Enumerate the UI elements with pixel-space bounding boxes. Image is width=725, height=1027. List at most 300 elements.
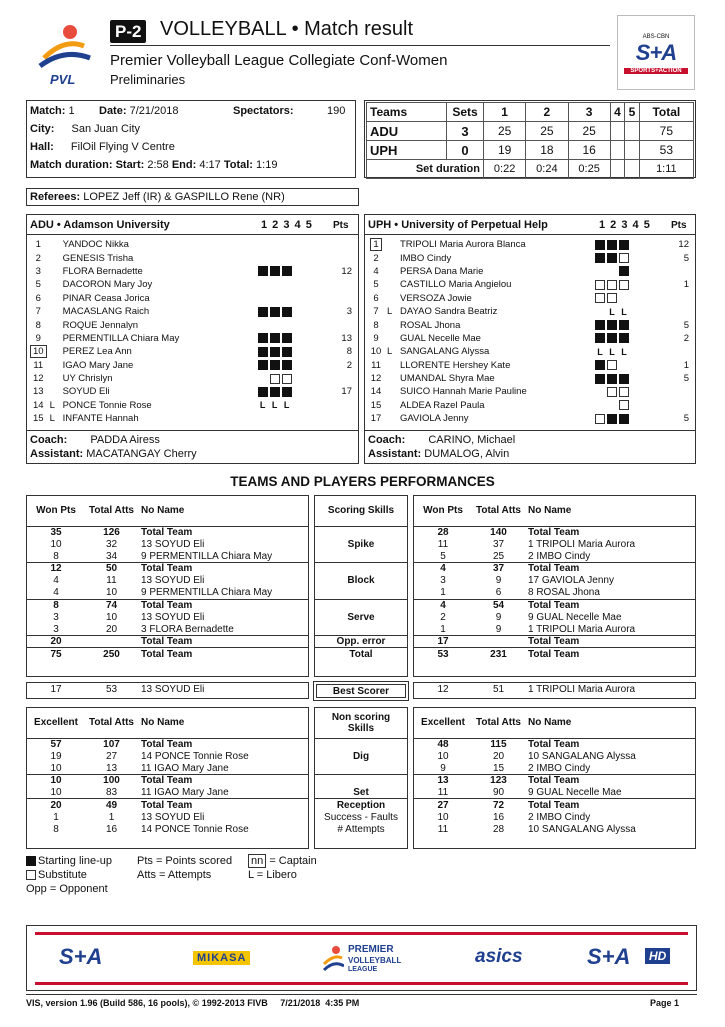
player-sets [587,265,657,278]
skill-cell [315,738,407,750]
perf-cell: 35 [50,526,62,538]
player-number [365,305,387,318]
perf-cell: 13 SOYUD Eli [141,611,205,623]
player-number-text: 10 [370,346,382,358]
skill-cell: Spike [347,538,375,550]
libero-flag [387,372,397,385]
perf-cell: 9 GUAL Necelle Mae [528,787,622,799]
skill-cell [315,563,407,575]
player-number [27,305,50,318]
coach-name: PADDA Airess [90,434,160,446]
player-sets [250,265,320,278]
player-row [27,372,358,385]
player-number-text: 2 [35,252,41,264]
perf-cell: Total Team [138,648,308,660]
starting-square-icon [270,387,280,397]
team-a-coach [30,434,160,446]
libero-flag [50,318,60,331]
team-b-name: UPH • University of Perpetual Help [368,219,548,231]
starting-square-icon [258,360,268,370]
player-name: UY Chrislyn [62,373,113,385]
player-number-text: 4 [373,265,379,277]
team-a-name: ADU • Adamson University [30,219,170,231]
player-points [657,292,695,305]
perf-row [27,750,308,762]
perf-center-row [315,611,407,623]
perf-row [414,775,695,787]
spectators-count: 190 [327,105,346,117]
player-number-text: 7 [35,306,41,318]
player-sets [587,292,657,305]
hall-row [30,141,175,153]
perf-cell: Total Team [525,775,695,787]
perf-cell: 72 [472,799,525,811]
skill-cell: Opp. error [315,636,407,648]
city-row [30,123,140,135]
captain-box-icon: nn [248,854,266,868]
player-row [365,251,695,264]
perf-cell: Total Team [138,563,308,575]
libero-mark-icon: L [609,346,615,357]
player-number-text: 7 [373,306,379,318]
phase-name: Preliminaries [110,72,186,87]
total-time: 1:19 [256,159,278,171]
set-duration: 0:22 [484,160,526,179]
perf-cell: 53 [414,648,472,660]
player-points: 12 [678,239,689,251]
set-duration-total: 1:11 [639,160,693,179]
perf-center-row [315,787,407,799]
perf-cell: 25 [492,550,505,562]
player-row [365,292,695,305]
player-number [27,385,50,398]
libero-flag: L [49,399,55,411]
player-sets [250,359,320,372]
assistant-label: Assistant: [368,448,422,460]
perf-cell: 17 GAVIOLA Jenny [528,575,614,587]
player-number [27,292,50,305]
legend-captain [248,855,317,867]
starting-square-icon [282,360,292,370]
perf-row [414,823,695,835]
starting-square-icon [607,374,617,384]
substitute-square-icon [607,280,617,290]
perf-cell: 74 [85,599,138,611]
score-row-away [367,141,694,160]
set-score: 18 [526,141,568,160]
perf-row [414,550,695,562]
player-sets [250,345,320,358]
perf-cell: Total Team [138,636,308,648]
player-sets [250,251,320,264]
player-row [27,265,358,278]
skill-cell: Reception [315,799,407,811]
player-number-text: 11 [33,359,44,371]
perf-cell: 9 [495,611,502,623]
perf-center-row [315,550,407,562]
col-total: Total [639,103,693,122]
skill-cell [315,624,407,636]
perf-cell: 9 [440,762,446,774]
player-number [27,372,50,385]
player-name: UMANDAL Shyra Mae [400,373,495,385]
player-number-text: 5 [373,279,379,291]
referees-box [26,188,359,206]
player-points: 3 [346,306,352,318]
player-number [27,265,50,278]
perf-cell: 11 [437,538,449,550]
end-time: 4:17 [199,159,221,171]
set-duration [610,160,624,179]
perf-cell: 107 [103,738,120,750]
skill-cell: Success - Faults [324,811,398,823]
perf-cell: 140 [490,526,507,538]
set-score: 19 [484,141,526,160]
perf-center-row [315,811,407,823]
player-number-text: 14 [370,386,382,398]
empty-slot-icon [258,374,268,384]
perf-cell: 231 [472,648,525,660]
starting-square-icon [607,240,617,250]
best-scorer-name: 1 TRIPOLI Maria Aurora [528,683,636,695]
player-row [365,359,695,372]
libero-mark-icon: L [621,346,627,357]
perf-cell: Total Team [525,636,695,648]
player-number [365,332,387,345]
substitute-square-icon [270,374,280,384]
perf-cell: 90 [492,787,505,799]
player-points [320,412,358,425]
perf-cell: 123 [472,775,525,787]
player-points: 5 [683,252,689,264]
player-number-text: 8 [35,319,41,331]
match-label: Match: [30,105,66,117]
player-sets [587,278,657,291]
perf-header-cell: Total Atts [472,496,525,526]
player-points [320,292,358,305]
sponsor-pvl-line2: VOLLEYBALL [348,956,402,965]
substitute-square-icon [619,253,629,263]
sponsor-pvl-line1: PREMIER [348,944,394,955]
player-row [27,305,358,318]
col-set2: 2 [526,103,568,122]
perf-cell: 20 [27,636,85,648]
set-duration: 0:25 [568,160,610,179]
player-number [365,238,387,251]
libero-flag [387,412,397,425]
player-number [27,332,50,345]
perf-row [27,787,308,799]
player-sets [587,332,657,345]
player-name: ALDEA Razel Paula [400,399,485,411]
libero-flag [387,359,397,372]
perf-cell: 4 [53,587,59,599]
starting-square-icon [282,307,292,317]
perf-cell: 28 [437,526,449,538]
empty-slot-icon [619,293,629,303]
pvl-logo-text: PVL [50,72,76,87]
total-score: 53 [639,141,693,160]
perf-center-row [315,762,407,774]
player-row [27,278,358,291]
perf-left-table [27,496,308,660]
player-row [365,305,695,318]
player-row [365,412,695,425]
perf-cell: 54 [472,599,525,611]
perf-center-row [315,775,407,787]
perf-cell: 11 [106,575,117,587]
starting-square-icon [607,253,617,263]
perf-cell: 8 [27,599,85,611]
perf-cell: 115 [490,738,507,750]
perf-cell: 3 [53,611,59,623]
perf-row [27,799,308,811]
perf-header-cell: Won Pts [27,496,85,526]
perf-cell: 1 [440,623,446,635]
perf-cell: 37 [492,538,505,550]
player-number [27,318,50,331]
player-points: 5 [683,319,689,331]
perf-cell: 20 [492,750,505,762]
perf-cell: Total Team [525,563,695,575]
perf-cell: 20 [105,623,118,635]
sponsor-sa-left: S+A [59,944,103,969]
col-sets: Sets [447,103,484,122]
perf-center-row [315,587,407,599]
legend-captain-text: = Captain [269,855,317,867]
perf-cell: 2 IMBO Cindy [528,762,591,774]
perf-cell: 10 [50,538,62,550]
perf-cell: 10 SANGALANG Alyssa [528,823,636,835]
perf-cell: 2 IMBO Cindy [528,811,591,823]
player-number [365,359,387,372]
city-value: San Juan City [71,123,140,135]
perf-center-header [315,496,407,526]
player-number [27,359,50,372]
set-score: 25 [484,122,526,141]
legend-opp: Opp = Opponent [26,883,108,895]
starting-square-icon [282,347,292,357]
team-b-coach [368,434,515,446]
perf-cell: 5 [440,550,446,562]
perf-cell: 11 IGAO Mary Jane [141,787,229,799]
perf-center-table [315,496,407,660]
libero-mark-icon: L [621,306,627,317]
player-sets [587,412,657,425]
player-sets [250,292,320,305]
substitute-square-icon [595,280,605,290]
perf-center-header [315,708,407,738]
perf-center-top [314,495,408,677]
perf-cell: 10 [437,750,449,762]
divider [27,234,358,235]
player-points [320,238,358,251]
perf-cell: 10 [27,775,85,787]
perf-cell: Total Team [141,738,193,750]
player-name: PERSA Dana Marie [400,265,484,277]
player-number-text: 11 [371,359,381,371]
player-sets [587,345,657,358]
skill-cell [315,775,407,787]
skill-header: Non scoring Skills [315,708,407,738]
player-name: SUICO Hannah Marie Pauline [400,386,527,398]
player-number [365,265,387,278]
player-row [27,399,358,412]
perf-row [27,599,308,611]
title-rule [110,45,610,46]
sponsor-logo [617,15,695,90]
player-number [27,345,50,358]
player-row [365,385,695,398]
player-row [365,318,695,331]
perf-row [414,611,695,623]
perf-row [27,775,308,787]
date-label: Date: [99,105,127,117]
player-number-text: 1 [35,239,41,251]
perf-row [414,636,695,648]
player-number [27,278,50,291]
perf-center-row [315,799,407,811]
starting-square-icon [270,333,280,343]
perf-cell: 13 [414,775,472,787]
perf-cell: 57 [50,738,62,750]
player-number [27,412,50,425]
player-points: 5 [683,413,689,425]
perf-header-cell: No Name [138,708,308,738]
substitute-square-icon [282,374,292,384]
best-scorer-label: Best Scorer [316,684,406,698]
perf-cell: 20 [27,799,85,811]
libero-flag [50,292,60,305]
perf-header-cell: No Name [525,708,695,738]
substitute-square-icon [607,387,617,397]
perf-cell: 6 [495,587,502,599]
player-name: PINAR Ceasa Jorica [62,292,150,304]
sets-won: 3 [447,122,484,141]
perf-header-row [27,496,308,526]
player-points [657,399,695,412]
report-title: VOLLEYBALL • Match result [160,18,414,40]
total-score: 75 [639,122,693,141]
starting-square-icon [258,347,268,357]
ns-right-table [414,708,695,836]
team-a-roster [26,214,359,464]
team-b-player-table [365,238,695,425]
perf-row [27,738,308,750]
player-name: SANGALANG Alyssa [400,346,490,358]
player-points [320,318,358,331]
legend-libero: L = Libero [248,869,297,881]
substitute-square-icon [26,870,36,880]
perf-cell: 27 [414,799,472,811]
player-name: YANDOC Nikka [62,239,129,251]
player-row [27,292,358,305]
perf-center-row [315,648,407,660]
player-name: ROSAL Jhona [400,319,461,331]
skill-cell: # Attempts [337,823,385,835]
sponsor-logo-small: ABS-CBN [642,34,670,40]
perf-row [414,575,695,587]
sponsor-bar-top-line [35,932,688,935]
perf-cell [472,636,525,648]
player-number [27,251,50,264]
player-points: 13 [341,332,352,344]
hall-label: Hall: [30,141,54,153]
libero-flag: L [49,413,55,425]
starting-square-icon [258,307,268,317]
starting-square-icon [282,333,292,343]
col-set3: 3 [568,103,610,122]
pvl-mini-logo-icon [322,944,344,978]
player-number-text: 5 [35,279,41,291]
col-set5: 5 [625,103,639,122]
perf-cell: 100 [85,775,138,787]
skill-cell: Serve [347,611,375,623]
footer-page: Page 1 [650,998,680,1008]
skill-header: Scoring Skills [315,496,407,526]
empty-slot-icon [595,400,605,410]
perf-cell: 4 [414,599,472,611]
set-score [625,122,639,141]
perf-left-top [26,495,309,677]
starting-square-icon [595,320,605,330]
sponsor-pvl-line3: LEAGUE [348,966,378,973]
pvl-logo [34,18,96,88]
player-number-text: 14 [33,399,44,411]
perf-cell: 8 [53,550,59,562]
divider [365,234,695,235]
player-row [365,372,695,385]
perf-center-row [315,599,407,611]
player-name: GAVIOLA Jenny [400,413,469,425]
perf-cell: 28 [492,823,505,835]
starting-square-icon [619,333,629,343]
player-points [320,251,358,264]
libero-flag [387,385,397,398]
perf-center-row [315,738,407,750]
player-sets [250,318,320,331]
starting-square-icon [619,320,629,330]
score-table [366,102,694,179]
score-box [364,100,696,178]
perf-cell: 10 [105,611,118,623]
perf-cell: 50 [85,563,138,575]
starting-square-icon [270,307,280,317]
starting-square-icon [282,266,292,276]
perf-row [27,575,308,587]
perf-cell: 9 GUAL Necelle Mae [528,611,622,623]
libero-flag [50,251,60,264]
player-row [365,265,695,278]
player-row [27,251,358,264]
best-scorer-name: 13 SOYUD Eli [141,683,205,695]
starting-square-icon [595,240,605,250]
substitute-square-icon [619,400,629,410]
player-name: ROQUE Jennalyn [62,319,139,331]
best-scorer-pts: 17 [50,683,62,695]
match-date: 7/21/2018 [129,105,179,117]
starting-square-icon [607,414,617,424]
player-sets [250,412,320,425]
starting-square-icon [607,320,617,330]
perf-cell: Total Team [528,738,580,750]
perf-row [414,787,695,799]
skill-cell: Dig [352,750,370,762]
player-number [365,318,387,331]
referees-label: Referees: [30,191,81,203]
legend-starting-text: Starting line-up [38,855,112,867]
libero-flag [387,238,397,251]
